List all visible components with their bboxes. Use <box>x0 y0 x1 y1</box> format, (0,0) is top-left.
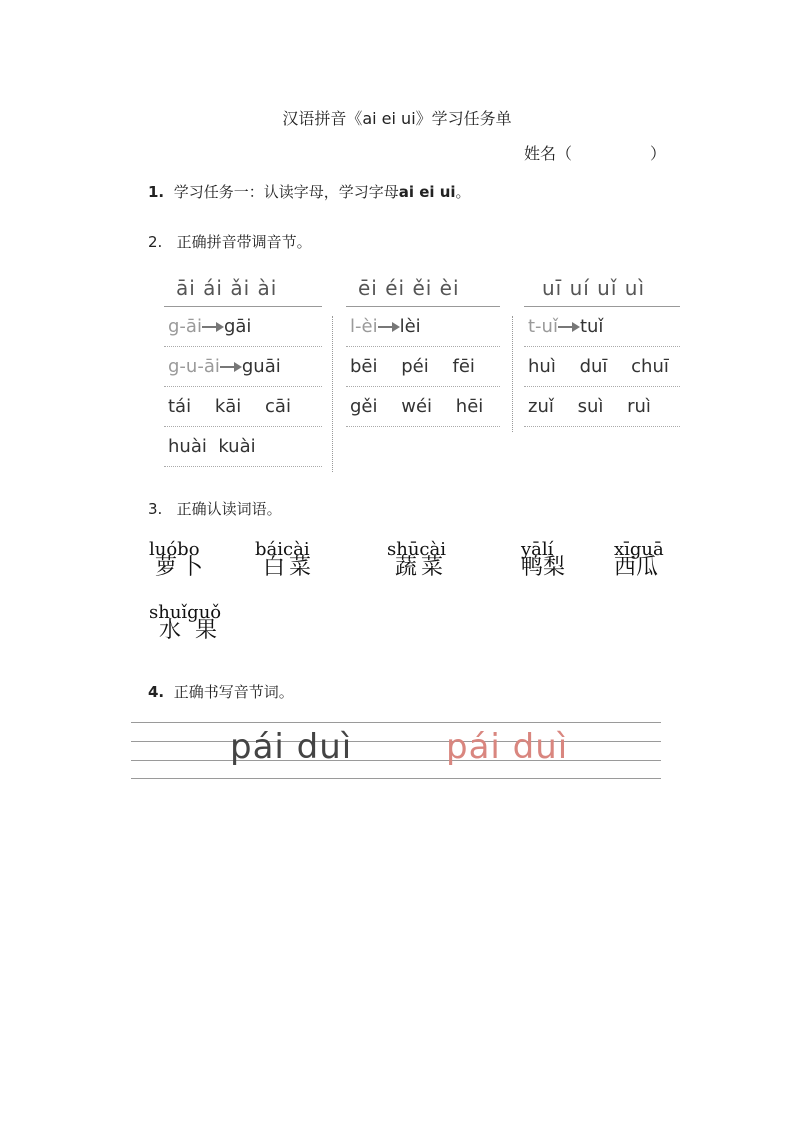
pinyin-row <box>346 307 500 347</box>
task-3-number: 3. <box>148 500 163 518</box>
pinyin-row <box>524 347 680 387</box>
syllable: zuǐ <box>528 396 554 417</box>
word-card <box>387 541 447 579</box>
word-pinyin: luóbo <box>149 539 200 560</box>
word-pinyin: shuǐguǒ <box>149 602 222 623</box>
syllable: duī <box>579 356 608 377</box>
page-title: 汉语拼音《ai ei ui》学习任务单 <box>282 109 512 128</box>
word-card <box>149 604 231 642</box>
pinyin-row <box>346 387 500 427</box>
syllable: huài <box>168 436 207 457</box>
task-3-text: 正确认读词语。 <box>176 500 282 518</box>
task-2 <box>148 231 312 252</box>
writing-line-bottom <box>131 778 661 779</box>
pinyin-column-ei <box>346 276 500 427</box>
syllable: kāi <box>214 396 242 417</box>
writing-line-upper <box>131 741 661 742</box>
name-field-line <box>524 141 666 164</box>
column-divider <box>332 316 333 472</box>
word-pinyin: báicài <box>255 539 310 560</box>
syllable: fēi <box>452 356 475 377</box>
word-hanzi: 蔬菜 <box>395 555 448 580</box>
pinyin-column-ui <box>524 276 680 427</box>
pinyin-row <box>524 307 680 347</box>
word-hanzi: 鸭梨 <box>521 555 566 580</box>
writing-line-lower <box>131 760 661 761</box>
syllable: wéi <box>401 396 433 417</box>
task-2-number: 2. <box>148 233 163 251</box>
word-hanzi: 萝卜 <box>155 555 208 580</box>
pinyin-row <box>164 387 322 427</box>
spelling-result: guāi <box>241 356 281 377</box>
pinyin-row <box>346 347 500 387</box>
syllable: gěi <box>350 396 378 417</box>
syllable: tái <box>168 396 192 417</box>
column-divider <box>512 316 513 432</box>
column-head-ai: āi ái ǎi ài <box>164 276 322 307</box>
word-hanzi: 白菜 <box>263 555 316 580</box>
arrow-right-icon <box>202 322 224 332</box>
task-1-highlight: ai ei ui <box>398 183 456 201</box>
arrow-right-icon <box>378 322 400 332</box>
word-card <box>255 541 315 579</box>
word-hanzi: 水果 <box>159 618 232 643</box>
pinyin-row <box>524 387 680 427</box>
pinyin-row <box>164 347 322 387</box>
arrow-right-icon <box>220 362 242 372</box>
syllable: ruì <box>627 396 651 417</box>
word-hanzi: 西瓜 <box>614 555 659 580</box>
syllable: bēi <box>350 356 378 377</box>
column-head-ei: ēi éi ěi èi <box>346 276 500 307</box>
syllable: péi <box>401 356 429 377</box>
task-1-text: 学习任务一：认读字母，学习字母 <box>173 183 399 201</box>
syllable: huì <box>528 356 556 377</box>
task-1-number: 1. <box>148 183 165 201</box>
task-1 <box>148 181 471 202</box>
word-pinyin: shūcài <box>387 539 446 560</box>
task-2-text: 正确拼音带调音节。 <box>176 233 312 251</box>
name-label: 姓名（ <box>524 144 573 163</box>
task-1-end: 。 <box>455 183 471 201</box>
spelling-parts: t-uǐ <box>528 316 558 337</box>
task-3 <box>148 498 282 519</box>
spelling-parts: g-u-āi <box>168 356 220 377</box>
syllable: hēi <box>455 396 484 417</box>
name-close-paren: ） <box>650 144 667 163</box>
word-card <box>149 541 207 579</box>
arrow-right-icon <box>558 322 580 332</box>
task-4 <box>148 681 294 702</box>
syllable: cāi <box>265 396 291 417</box>
pinyin-row <box>164 307 322 347</box>
writing-sample-black: pái duì <box>230 727 353 767</box>
spelling-result: gāi <box>223 316 252 337</box>
word-pinyin: xīguā <box>614 539 664 560</box>
word-pinyin: yālí <box>521 539 554 560</box>
task-4-text: 正确书写音节词。 <box>173 683 294 701</box>
word-card <box>614 541 664 579</box>
pinyin-column-ai <box>164 276 322 467</box>
writing-trace-red[interactable]: pái duì <box>446 727 569 767</box>
task-4-number: 4. <box>148 683 165 701</box>
writing-line-top <box>131 722 661 723</box>
pinyin-row <box>164 427 322 467</box>
spelling-result: tuǐ <box>579 316 604 337</box>
syllable: suì <box>577 396 604 417</box>
column-head-ui: uī uí uǐ uì <box>524 276 680 307</box>
spelling-result: lèi <box>399 316 421 337</box>
word-card <box>521 541 565 579</box>
syllable: chuī <box>631 356 669 377</box>
syllable: kuài <box>218 436 256 457</box>
spelling-parts: g-āi <box>168 316 202 337</box>
spelling-parts: l-èi <box>350 316 378 337</box>
